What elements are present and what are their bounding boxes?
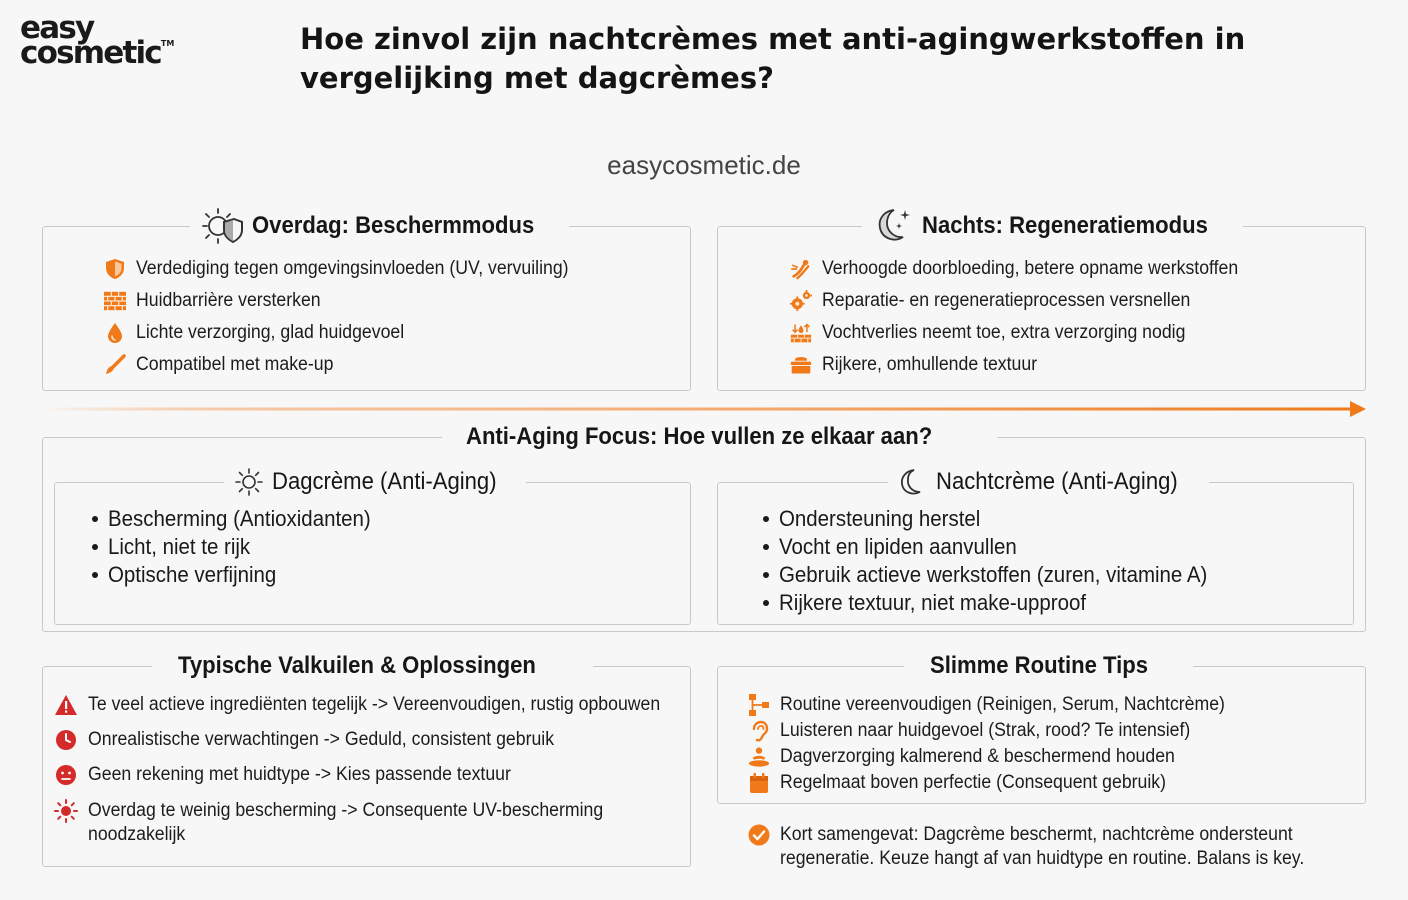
circulation-icon bbox=[790, 258, 812, 280]
calm-person-icon bbox=[748, 746, 770, 768]
pitfalls-header bbox=[152, 652, 593, 680]
cream-jar-icon bbox=[790, 354, 812, 376]
drop-icon bbox=[104, 322, 126, 344]
moon-icon bbox=[898, 467, 928, 497]
pitfall-text: Onrealistische verwachtingen -> Geduld, consistent gebruik bbox=[88, 729, 555, 750]
day-cream-title: Dagcrème (Anti-Aging) bbox=[272, 468, 497, 495]
night-mode-item bbox=[790, 354, 1053, 376]
moon-stars-icon bbox=[872, 206, 914, 246]
night-cream-bullet: Gebruik actieve werkstoffen (zuren, vitamine A) bbox=[763, 562, 1240, 588]
pitfall-text: Geen rekening met huidtype -> Kies passende textuur bbox=[88, 764, 511, 785]
tip-item bbox=[748, 772, 1195, 794]
pitfalls-title: Typische Valkuilen & Oplossingen bbox=[178, 652, 536, 679]
brush-icon bbox=[104, 354, 126, 376]
summary-text: Kort samengevat: Dagcrème beschermt, nachtcrème ondersteunt regeneratie. Keuze hangt af van huidtype en routine. Balans is key. bbox=[780, 824, 1305, 869]
day-mode-item-text: Huidbarrière versterken bbox=[136, 290, 321, 311]
tips-title: Slimme Routine Tips bbox=[930, 652, 1148, 679]
day-mode-item bbox=[104, 322, 424, 344]
pitfall-item bbox=[54, 694, 703, 716]
night-mode-item-text: Vochtverlies neemt toe, extra verzorging nodig bbox=[822, 322, 1186, 343]
ear-icon bbox=[748, 720, 770, 742]
site-url: easycosmetic.de bbox=[607, 150, 801, 180]
sun-icon bbox=[234, 467, 264, 497]
tip-item bbox=[748, 694, 1258, 716]
logo bbox=[20, 10, 190, 72]
tip-text: Luisteren naar huidgevoel (Strak, rood? Te intensief) bbox=[780, 720, 1191, 741]
night-mode-item-text: Rijkere, omhullende textuur bbox=[822, 354, 1038, 375]
day-mode-item bbox=[104, 258, 601, 280]
day-mode-item bbox=[104, 290, 335, 312]
evaporation-icon bbox=[790, 322, 812, 344]
day-mode-header bbox=[190, 206, 569, 246]
logo-line-1: easy bbox=[20, 10, 94, 46]
check-circle-icon bbox=[748, 824, 770, 846]
sun-shield-icon bbox=[200, 206, 244, 246]
night-mode-item bbox=[790, 290, 1218, 312]
day-mode-item-text: Lichte verzorging, glad huidgevoel bbox=[136, 322, 405, 343]
night-cream-bullet: Rijkere textuur, niet make-upproof bbox=[763, 590, 1109, 616]
day-cream-header bbox=[224, 467, 526, 497]
pitfall-item bbox=[54, 764, 543, 786]
logo-line-2: cosmetic bbox=[20, 35, 161, 72]
night-mode-item-text: Verhoogde doorbloeding, betere opname werkstoffen bbox=[822, 258, 1239, 279]
night-mode-item-text: Reparatie- en regeneratieprocessen versnellen bbox=[822, 290, 1191, 311]
night-cream-header bbox=[888, 467, 1209, 497]
transition-arrow bbox=[40, 400, 1370, 418]
day-cream-bullet: Bescherming (Antioxidanten) bbox=[92, 506, 390, 532]
day-cream-bullet: Licht, niet te rijk bbox=[92, 534, 261, 560]
day-mode-item-text: Verdediging tegen omgevingsinvloeden (UV, vervuiling) bbox=[136, 258, 569, 279]
clock-icon bbox=[54, 729, 78, 751]
tip-text: Regelmaat boven perfectie (Consequent gebruik) bbox=[780, 772, 1167, 793]
summary bbox=[748, 823, 1348, 871]
night-cream-bullet: Ondersteuning herstel bbox=[763, 506, 995, 532]
tip-item bbox=[748, 746, 1205, 768]
pitfall-item bbox=[54, 729, 589, 751]
warning-icon bbox=[54, 694, 78, 716]
tip-text: Dagverzorging kalmerend & beschermend houden bbox=[780, 746, 1175, 767]
shield-icon bbox=[104, 258, 126, 280]
page-title: Hoe zinvol zijn nachtcrèmes met anti-agingwerkstoffen in vergelijking met dagcrèmes? bbox=[300, 22, 1246, 95]
pitfall-text: Te veel actieve ingrediënten tegelijk -> Vereenvoudigen, rustig opbouwen bbox=[88, 694, 661, 715]
night-mode-item bbox=[790, 258, 1270, 280]
pitfall-item bbox=[54, 799, 674, 847]
calendar-icon bbox=[748, 772, 770, 794]
face-icon bbox=[54, 764, 78, 786]
sun-red-icon bbox=[54, 800, 78, 822]
focus-title: Anti-Aging Focus: Hoe vullen ze elkaar aan? bbox=[466, 423, 933, 450]
night-mode-header bbox=[862, 206, 1243, 246]
gears-icon bbox=[790, 290, 812, 312]
logo-tm: TM bbox=[160, 39, 175, 49]
flow-icon bbox=[748, 694, 770, 716]
night-cream-title: Nachtcrème (Anti-Aging) bbox=[936, 468, 1178, 495]
tips-header bbox=[904, 652, 1193, 680]
day-mode-item-text: Compatibel met make-up bbox=[136, 354, 334, 375]
day-cream-bullet: Optische verfijning bbox=[92, 562, 289, 588]
night-mode-item bbox=[790, 322, 1213, 344]
brick-wall-icon bbox=[104, 290, 126, 312]
night-cream-bullet: Vocht en lipiden aanvullen bbox=[763, 534, 1035, 560]
tip-text: Routine vereenvoudigen (Reinigen, Serum, Nachtcrème) bbox=[780, 694, 1225, 715]
pitfall-text: Overdag te weinig bescherming -> Consequente UV-bescherming noodzakelijk bbox=[88, 800, 604, 845]
day-mode-title: Overdag: Beschermmodus bbox=[252, 212, 535, 239]
tip-item bbox=[748, 720, 1221, 742]
focus-header bbox=[442, 423, 997, 451]
day-mode-item bbox=[104, 354, 348, 376]
night-mode-title: Nachts: Regeneratiemodus bbox=[922, 212, 1208, 239]
